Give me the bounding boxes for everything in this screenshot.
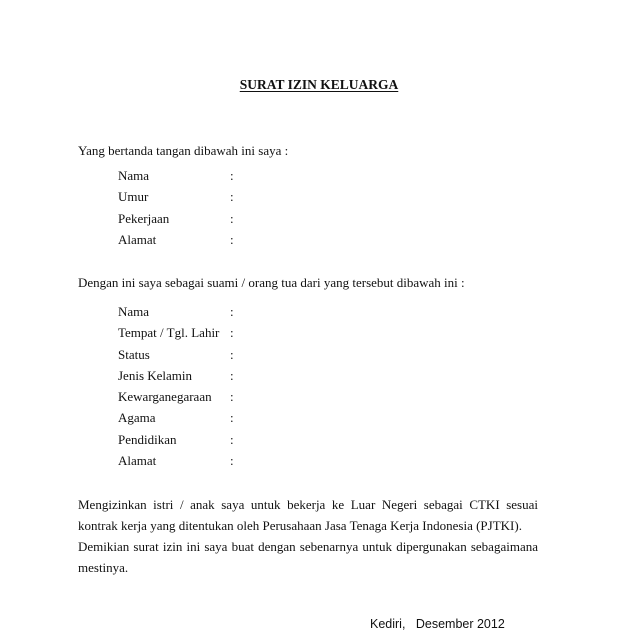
field-label: Pendidikan: [118, 431, 177, 447]
body-line: Demikian surat izin ini saya buat dengan sebenarnya untuk dipergunakan sebagaimana: [78, 539, 538, 554]
field-label: Pekerjaan: [118, 210, 170, 226]
field-label: Alamat: [118, 231, 157, 247]
field-label: Tempat / Tgl. Lahir: [118, 325, 220, 341]
field-colon: :: [230, 231, 234, 247]
field-label: Agama: [118, 410, 156, 426]
field-label: Alamat: [118, 453, 157, 469]
field-colon: :: [230, 325, 234, 341]
field-label: Kewarganegaraan: [118, 389, 212, 405]
field-label: Jenis Kelamin: [118, 367, 193, 383]
body-line: Mengizinkan istri / anak saya untuk bekerja ke Luar Negeri sebagai CTKI sesuai: [78, 497, 538, 512]
field-colon: :: [230, 410, 234, 426]
field-colon: :: [230, 367, 234, 383]
body-line: mestinya.: [78, 560, 129, 575]
field-colon: :: [230, 431, 234, 447]
field-colon: :: [230, 304, 234, 319]
field-colon: :: [230, 389, 234, 405]
permission-body: [78, 497, 538, 581]
field-label: Nama: [118, 168, 150, 183]
intro-statement: Yang bertanda tangan dibawah ini saya :: [78, 143, 289, 158]
field-label: Status: [118, 346, 150, 362]
field-colon: :: [230, 346, 234, 362]
field-label: Umur: [118, 189, 149, 205]
field-colon: :: [230, 189, 234, 205]
body-line: kontrak kerja yang ditentukan oleh Perusahaan Jasa Tenaga Kerja Indonesia (PJTKI).: [78, 518, 522, 533]
document-title: SURAT IZIN KELUARGA: [239, 77, 399, 92]
field-colon: :: [230, 210, 234, 226]
field-colon: :: [230, 168, 234, 183]
field-colon: :: [230, 453, 234, 469]
relation-statement: Dengan ini saya sebagai suami / orang tua dari yang tersebut dibawah ini :: [78, 275, 465, 290]
place-date-signoff: Kediri, Desember 2012: [370, 617, 505, 631]
field-label: Nama: [118, 304, 150, 319]
